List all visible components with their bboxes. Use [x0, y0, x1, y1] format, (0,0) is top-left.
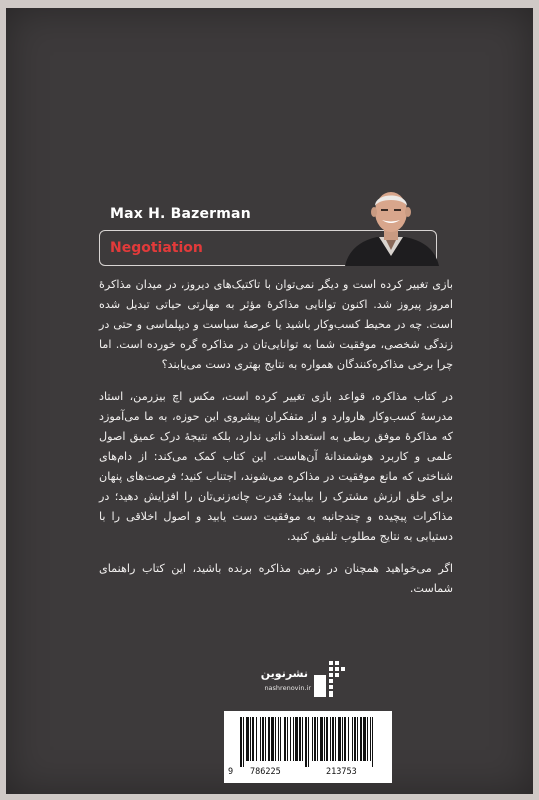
blurb-paragraph-1: بازی تغییر کرده است و دیگر نمی‌توان با تاکتیک‌های دیروز، در میدان مذاکرهٔ امروز پیروز شد. اکنون توانایی مذاکرهٔ مؤثر به مهارتی حیاتی تبدیل شده است. چه در محیط کسب‌وکار باشید یا عرصهٔ سیاست و دیپلماسی و حتی در زندگی شخصی، موفقیت شما به توانایی‌تان در مذاکره گره خورده است. اما چرا برخی مذاکره‌کنندگان همواره به نتایج بهتری دست می‌یابند؟	[99, 278, 453, 371]
publisher-block	[253, 659, 348, 699]
barcode-bar	[287, 717, 288, 761]
isbn-right-group: 213753	[326, 767, 357, 777]
barcode-bar	[370, 717, 371, 761]
barcode-bar	[278, 717, 279, 761]
barcode-bar	[363, 717, 366, 761]
barcode-bar	[240, 717, 242, 767]
blurb-text	[99, 275, 453, 611]
barcode-bar	[252, 717, 254, 761]
barcode-bar	[314, 717, 316, 761]
barcode-bar	[332, 717, 334, 761]
barcode-bar	[305, 717, 307, 767]
barcode-bar	[308, 717, 309, 767]
author-name: Max H. Bazerman	[110, 206, 251, 222]
barcode-bar	[250, 717, 251, 761]
barcode-bars	[240, 717, 376, 767]
barcode-bar	[260, 717, 261, 761]
isbn-prefix: 9	[228, 767, 234, 777]
barcode-bar	[246, 717, 249, 761]
barcode-bar	[268, 717, 270, 761]
barcode-bar	[293, 717, 294, 761]
blurb-paragraph-2: در کتاب مذاکره، قواعد بازی تغییر کرده است، مکس اچ بیزرمن، استاد مدرسهٔ کسب‌وکار هاروارد و از متفکران پیشروی این حوزه، به ما می‌آموزد که مذاکرهٔ موفق ربطی به استعداد ذاتی ندارد، بلکه نتیجهٔ درک عمیق اصول علمی و کاربرد هوشمندانهٔ آن‌هاست. این کتاب کمک می‌کند: از دام‌های شناختی که مانع موفقیت در مذاکره می‌شوند، اجتناب کنید؛ فرصت‌های پنهان برای خلق ارزش مشترک را بیابید؛ قدرت چانه‌زنی‌تان را افزایش دهید؛ در مذاکرات پیچیده و چندجانبه به موفقیت دست یابید و اصول اخلاقی را با دستیابی به نتایج مطلوب تلفیق کنید.	[99, 390, 453, 543]
barcode-bar	[326, 717, 328, 761]
barcode-bar	[284, 717, 286, 761]
barcode-bar	[352, 717, 353, 761]
barcode-bar	[262, 717, 264, 761]
barcode-bar	[354, 717, 356, 761]
barcode-bar	[324, 717, 325, 761]
barcode-bar	[317, 717, 318, 761]
book-title: Negotiation	[110, 240, 203, 256]
barcode-bar	[330, 717, 331, 761]
publisher-name: نشرنوین	[260, 667, 308, 680]
barcode-bar	[275, 717, 276, 761]
barcode-bar	[302, 717, 303, 761]
barcode-bar	[265, 717, 266, 761]
back-cover	[6, 8, 533, 794]
author-portrait	[341, 186, 441, 266]
barcode-bar	[360, 717, 362, 761]
barcode-bar	[367, 717, 368, 761]
isbn-left-group: 786225	[250, 767, 281, 777]
barcode-bar	[280, 717, 281, 761]
barcode	[224, 711, 392, 783]
barcode-bar	[342, 717, 343, 761]
barcode-bar	[372, 717, 373, 767]
barcode-bar	[344, 717, 346, 761]
barcode-bar	[271, 717, 274, 761]
barcode-bar	[243, 717, 244, 767]
barcode-bar	[348, 717, 349, 761]
publisher-logo-icon	[313, 659, 345, 699]
blurb-paragraph-3: اگر می‌خواهید همچنان در زمین مذاکره برنده باشید، این کتاب راهنمای شماست.	[99, 562, 453, 595]
barcode-bar	[256, 717, 257, 761]
barcode-bar	[312, 717, 313, 761]
barcode-bar	[290, 717, 291, 761]
barcode-bar	[320, 717, 323, 761]
barcode-bar	[338, 717, 341, 761]
barcode-bar	[299, 717, 301, 761]
isbn-digits	[228, 767, 388, 779]
publisher-website: nashrenovin.ir	[264, 684, 311, 692]
barcode-bar	[335, 717, 336, 761]
barcode-bar	[295, 717, 298, 761]
barcode-bar	[357, 717, 358, 761]
